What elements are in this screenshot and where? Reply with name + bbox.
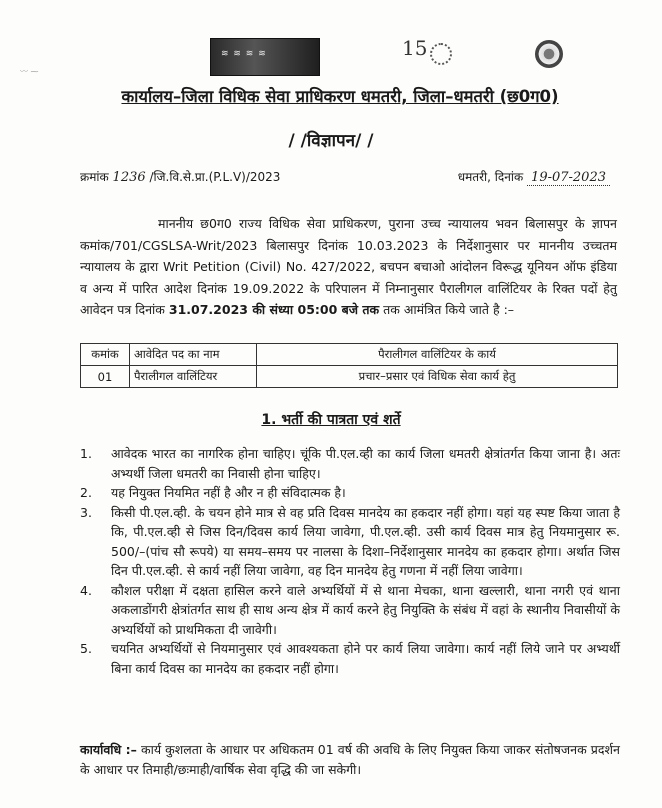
table-header-row [81, 344, 618, 366]
emblem-seal [535, 40, 563, 68]
list-item [80, 444, 620, 483]
office-title: कार्यालय–जिला विधिक सेवा प्राधिकरण धमतरी, जिला–धमतरी (छ0ग0) [121, 87, 559, 106]
reference-number [80, 168, 280, 185]
reference-prefix: क्रमांक [80, 170, 109, 184]
item-number: 3. [80, 504, 92, 520]
table-header: कमांक [81, 344, 130, 366]
intro-text: माननीय छ0ग0 राज्य विधिक सेवा प्राधिकरण, पुराना उच्च न्यायालय भवन बिलासपुर के ज्ञापन कमांक/701/CGSLSA-Writ/2023 बिलासपुर दिनांक 10.03.2023 के निर्देशानुसार पर माननीय उच्चतम न्यायालय के द्वारा Writ Petition (Civil) No. 427/2022, बचपन बचाओ आंदोलन विरूद्ध यूनियन ऑफ इंडिया व अन्य में पारित आदेश दिनांक 19.09.2022 के परिपालन में निम्नानुसार पैरालीगल वालिंटियर के रिक्त पदों हेतु आवेदन पत्र दिनांक [80, 216, 617, 317]
date-prefix: धमतरी, दिनांक [457, 170, 524, 184]
table-header: पैरालीगल वालिंटियर के कार्य [257, 344, 618, 366]
item-text: चयनित अभ्यर्थियों से नियमानुसार एवं आवश्यकता होने पर कार्य लिया जावेगा। कार्य नहीं लिये जाने पर अभ्यर्थी बिना कार्य दिवस का मानदेय का हकदार नहीं होगा। [111, 641, 620, 676]
table-cell: पैरालीगल वालिंटियर [130, 366, 257, 388]
legal-services-logo: ≋ ≋ ≋ ≋ [210, 38, 320, 76]
item-text: यह नियुक्त नियमित नहीं है और न ही संविदात्मक है। [111, 485, 346, 500]
item-text: किसी पी.एल.व्ही. के चयन होने मात्र से वह प्रति दिवस मानदेय का हकदार नहीं होगा। यहां यह स्पष्ट किया जाता है कि, पी.एल.व्ही से जिस दिन/दिवस कार्य लिया जावेगा, पी.एल.व्ही. उसी कार्य दिवस मात्र हेतु नियमानुसार रू. 500/–(पांच सौ रूपये) या समय–समय पर नालसा के दिशा–निर्देशानुसार मानदेय का हकदार होगा। अर्थात जिस दिन पी.एल.व्ही. से कार्य नहीं लिया जावेगा, वह दिन मानदेय हेतु गणना में नहीं लिया जावेगा। [111, 504, 620, 578]
table-row [81, 366, 618, 388]
item-number: 4. [80, 582, 92, 598]
reference-handwritten-number: 1236 [112, 170, 146, 185]
reference-suffix: /जि.वि.से.प्रा.(P.L.V)/2023 [149, 170, 281, 184]
table-cell: 01 [81, 366, 130, 388]
margin-scribble: 〰 ⁓ [20, 67, 39, 76]
table-header: आवेदित पद का नाम [130, 344, 257, 366]
posts-table [80, 343, 618, 388]
notice-heading: / /विज्ञापन/ / [288, 131, 374, 151]
item-text: कौशल परीक्षा में दक्षता हासिल करने वाले अभ्यर्थियों में से थाना मेचका, थाना खल्लारी, थाना नगरी एवं थाना अकलाडोंगरी क्षेत्रांतर्गत साथ ही साथ अन्य क्षेत्र में कार्य करने हेतु नियुक्ति के संबंध में वहां के स्थानीय निवासीयों के अभ्यर्थियों को प्राथमिकता दी जावेगी। [111, 582, 620, 637]
list-item [80, 483, 620, 503]
duration-label: कार्यावधि :– [80, 742, 137, 757]
eligibility-list [80, 444, 620, 678]
intro-paragraph [80, 213, 617, 321]
handwritten-date: 19-07-2023 [527, 170, 610, 186]
table-cell: प्रचार–प्रसार एवं विधिक सेवा कार्य हेतु [257, 366, 618, 388]
anniversary-logo: 15 [402, 36, 456, 70]
eligibility-title: 1. भर्ती की पात्रता एवं शर्ते [261, 412, 401, 428]
intro-text-end: तक आमंत्रित किये जाते है :– [383, 302, 515, 317]
duration-paragraph [80, 740, 620, 780]
reference-date [458, 168, 610, 185]
list-item [80, 639, 620, 678]
deadline-text: 31.07.2023 की संध्या 05:00 बजे तक [168, 302, 380, 317]
item-number: 1. [80, 446, 92, 461]
header-logos [0, 36, 662, 86]
duration-text: कार्य कुशलता के आधार पर अधिकतम 01 वर्ष की अवधि के लिए नियुक्त किया जाकर संतोषजनक प्रदर्शन के आधार पर तिमाही/छःमाही/वार्षिक सेवा वृद्धि की जा सकेगी। [80, 742, 620, 777]
list-item [80, 581, 620, 640]
item-number: 2. [80, 485, 92, 500]
item-number: 5. [80, 641, 92, 656]
item-text: आवेदक भारत का नागरिक होना चाहिए। चूंकि पी.एल.व्ही का कार्य जिला धमतरी क्षेत्रांतर्गत किया जाना है। अतः अभ्यर्थी जिला धमतरी का निवासी होना चाहिए। [111, 446, 620, 481]
list-item [80, 503, 620, 581]
